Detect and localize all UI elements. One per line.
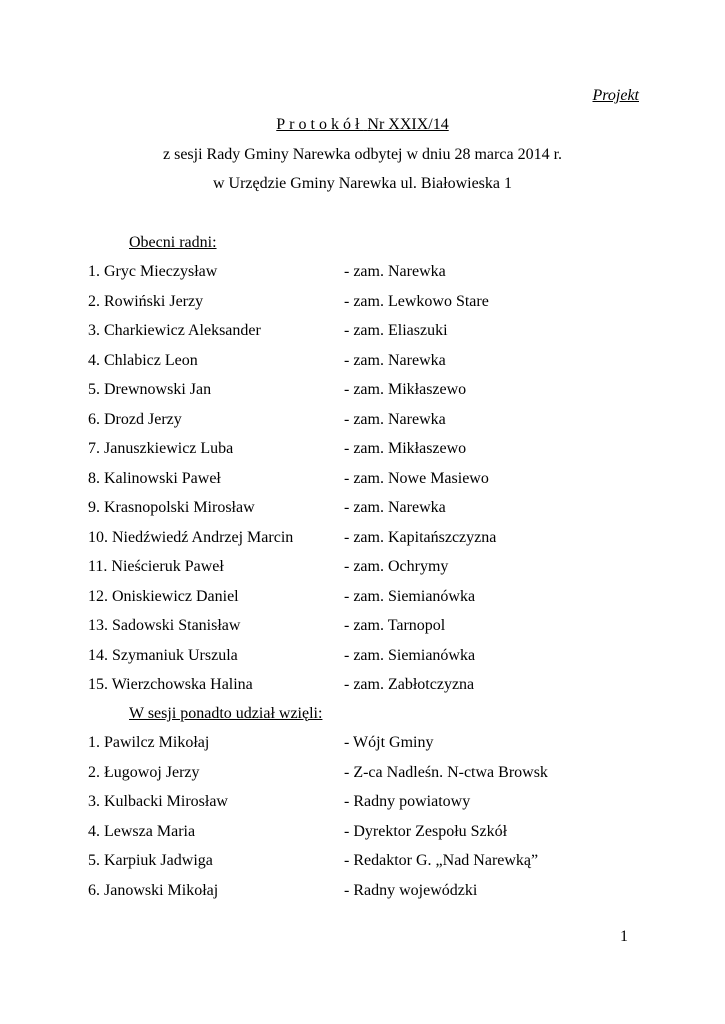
person-name: 4. Chlabicz Leon (88, 351, 198, 369)
person-info: - zam. Eliaszuki (344, 322, 448, 339)
person-info: - zam. Mikłaszewo (344, 381, 467, 398)
person-info: - Radny powiatowy (344, 793, 471, 810)
person-name: 5. Karpiuk Jadwiga (88, 852, 213, 869)
title-word: Protokół (276, 116, 364, 133)
list-item (88, 676, 648, 698)
person-info: - zam. Siemianówka (344, 646, 476, 664)
person-info: - zam. Kapitańszczyzna (344, 528, 497, 546)
list-item (88, 499, 648, 521)
person-name: 15. Wierzchowska Halina (88, 676, 253, 693)
list-item (88, 764, 648, 786)
person-info: - zam. Siemianówka (344, 587, 476, 605)
person-info: - Z-ca Nadleśn. N-ctwa Browsk (344, 763, 548, 781)
person-info: - Radny wojewódzki (344, 881, 478, 899)
list-item (88, 263, 648, 285)
person-name: 6. Drozd Jerzy (88, 410, 182, 428)
person-name: 4. Lewsza Maria (88, 822, 196, 840)
person-name: 9. Krasnopolski Mirosław (88, 499, 255, 516)
person-name: 7. Januszkiewicz Luba (88, 440, 234, 457)
person-info: - Wójt Gminy (344, 734, 434, 751)
list-item (88, 647, 648, 669)
list-item (88, 381, 648, 403)
person-name: 5. Drewnowski Jan (88, 381, 212, 398)
page-number: 1 (620, 928, 628, 945)
person-info: - zam. Mikłaszewo (344, 440, 467, 457)
person-info: - zam. Tarnopol (344, 617, 446, 634)
person-name: 10. Niedźwiedź Andrzej Marcin (88, 528, 294, 546)
list-item (88, 882, 648, 904)
person-info: - zam. Lewkowo Stare (344, 292, 489, 310)
list-item (88, 823, 648, 845)
person-info: - Dyrektor Zespołu Szkół (344, 822, 508, 840)
person-name: 14. Szymaniuk Urszula (88, 646, 238, 664)
list-item (88, 529, 648, 551)
person-info: - zam. Zabłotczyzna (344, 676, 475, 693)
list-item (88, 734, 648, 756)
document-title (0, 116, 725, 134)
person-name: 3. Kulbacki Mirosław (88, 793, 228, 810)
person-name: 8. Kalinowski Paweł (88, 469, 221, 487)
person-name: 11. Nieścieruk Paweł (88, 558, 224, 575)
person-info: - zam. Narewka (344, 499, 446, 516)
person-info: - zam. Narewka (344, 410, 446, 428)
list-item (88, 440, 648, 462)
person-info: - zam. Narewka (344, 263, 446, 280)
person-name: 3. Charkiewicz Aleksander (88, 322, 261, 339)
list-item (88, 617, 648, 639)
list-item (88, 293, 648, 315)
list-item (88, 352, 648, 374)
list-item (88, 852, 648, 874)
person-name: 2. Ługowoj Jerzy (88, 763, 200, 781)
list-item (88, 470, 648, 492)
person-name: 6. Janowski Mikołaj (88, 881, 219, 899)
person-info: - zam. Nowe Masiewo (344, 469, 489, 487)
list-item (88, 793, 648, 815)
list-item (88, 558, 648, 580)
list-item (88, 411, 648, 433)
session-info: z sesji Rady Gminy Narewka odbytej w dniu 28 marca 2014 r. (162, 146, 563, 163)
person-name: 12. Oniskiewicz Daniel (88, 587, 239, 605)
person-info: - zam. Ochrymy (344, 558, 449, 575)
person-name: 2. Rowiński Jerzy (88, 292, 204, 310)
person-info: - zam. Narewka (344, 351, 446, 369)
person-name: 13. Sadowski Stanisław (88, 617, 241, 634)
draft-label: Projekt (592, 87, 639, 104)
list-item (88, 588, 648, 610)
person-name: 1. Pawilcz Mikołaj (88, 734, 210, 751)
session-location: w Urzędzie Gminy Narewka ul. Białowieska 1 (212, 175, 512, 192)
person-info: - Redaktor G. „Nad Narewką” (344, 852, 539, 869)
list-item (88, 322, 648, 344)
councillors-heading: Obecni radni: (129, 234, 217, 251)
person-name: 1. Gryc Mieczysław (88, 263, 218, 280)
title-number: Nr XXIX/14 (367, 116, 449, 133)
guests-heading: W sesji ponadto udział wzięli: (129, 705, 323, 722)
